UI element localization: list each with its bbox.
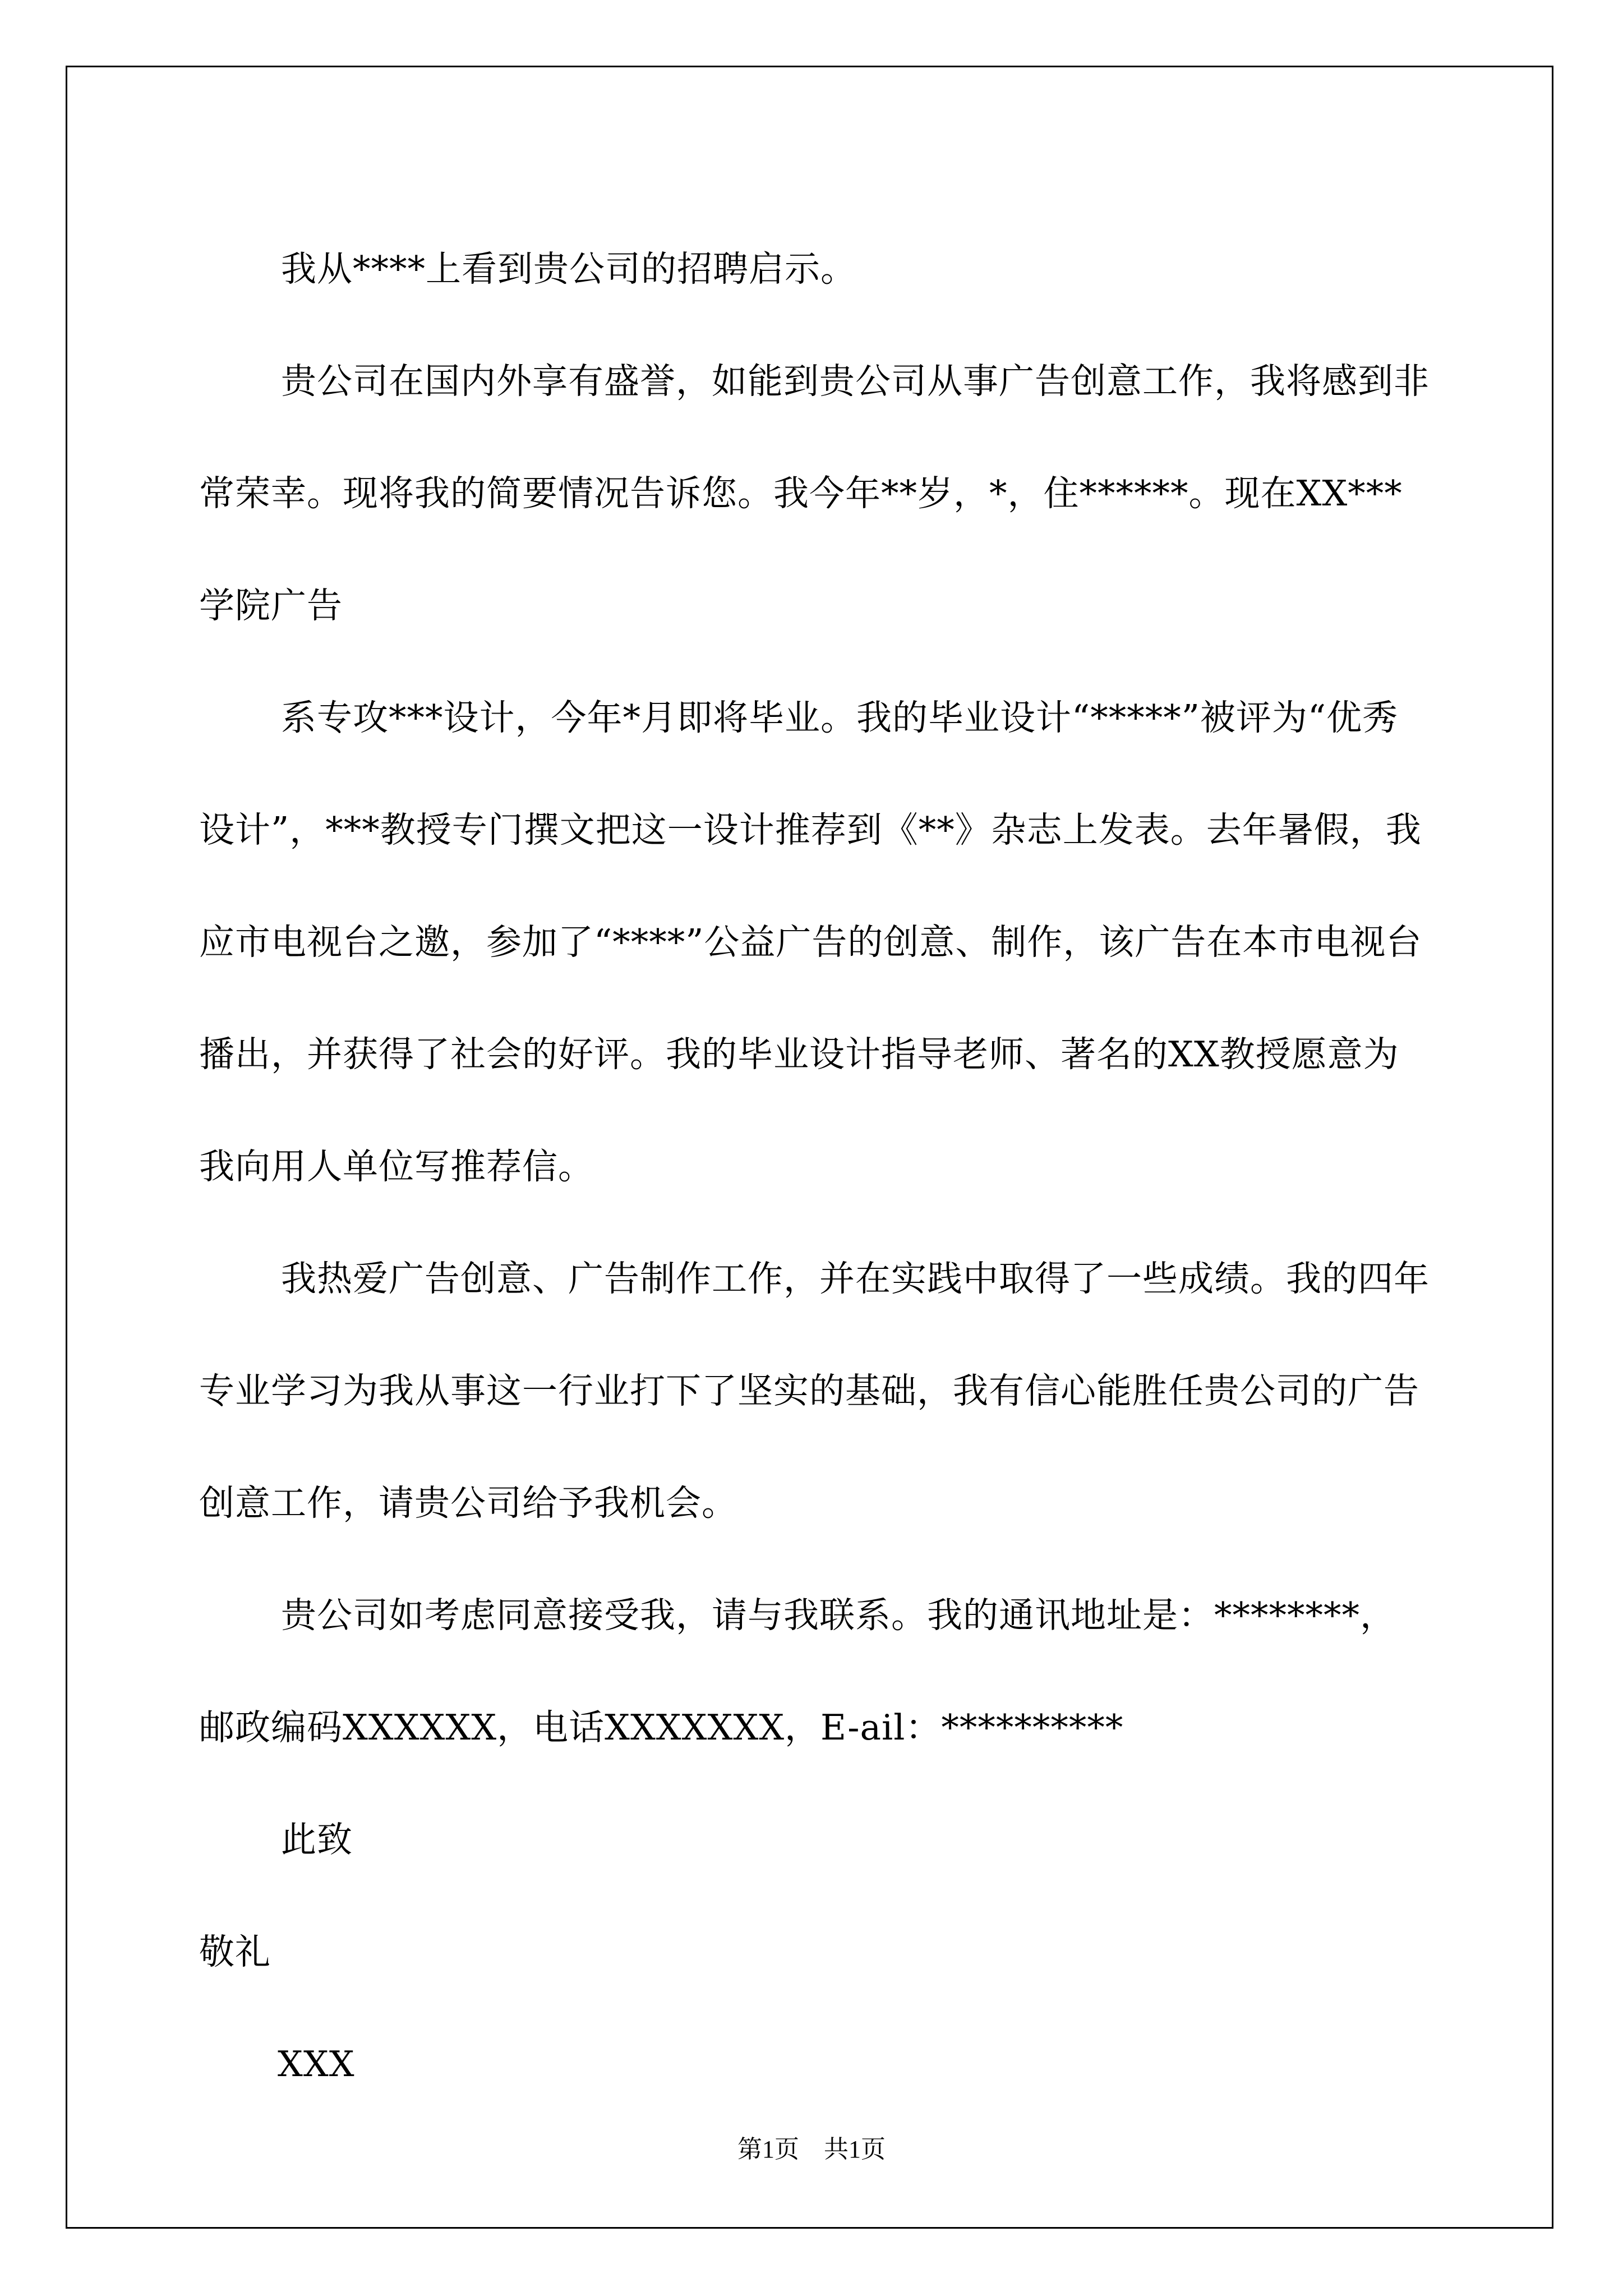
page-number-footer: 第1页 共1页 (737, 2136, 886, 2163)
paragraph-contact: 贵公司如考虑同意接受我，请与我联系。我的通讯地址是：********，邮政编码XXXXXX，电话XXXXXXX，E-ail：********** (199, 1595, 1396, 1748)
letter-body (199, 213, 1430, 2120)
salutation-line: 敬礼 (199, 1931, 271, 1972)
closing-line: 此致 (281, 1819, 353, 1860)
paragraph-achievements: 系专攻***设计，今年*月即将毕业。我的毕业设计“*****”被评为“优秀设计”，***教授专门撰文把这一设计推荐到《**》杂志上发表。去年暑假，我应市电视台之邀，参加了“****”公益广告的创意、制作，该广告在本市电视台播出，并获得了社会的好评。我的毕业设计指导老师、著名的XX教授愿意为我向用人单位写推荐信。 (199, 697, 1422, 1187)
paragraph-self-introduction: 贵公司在国内外享有盛誉，如能到贵公司从事广告创意工作，我将感到非常荣幸。现将我的简要情况告诉您。我今年**岁，*，住******。现在XX***学院广告 (199, 361, 1430, 626)
signature: XXX (278, 2044, 355, 2085)
paragraph-intro: 我从****上看到贵公司的招聘启示。 (281, 249, 856, 289)
paragraph-motivation: 我热爱广告创意、广告制作工作，并在实践中取得了一些成绩。我的四年专业学习为我从事这一行业打下了坚实的基础，我有信心能胜任贵公司的广告创意工作，请贵公司给予我机会。 (199, 1258, 1430, 1524)
